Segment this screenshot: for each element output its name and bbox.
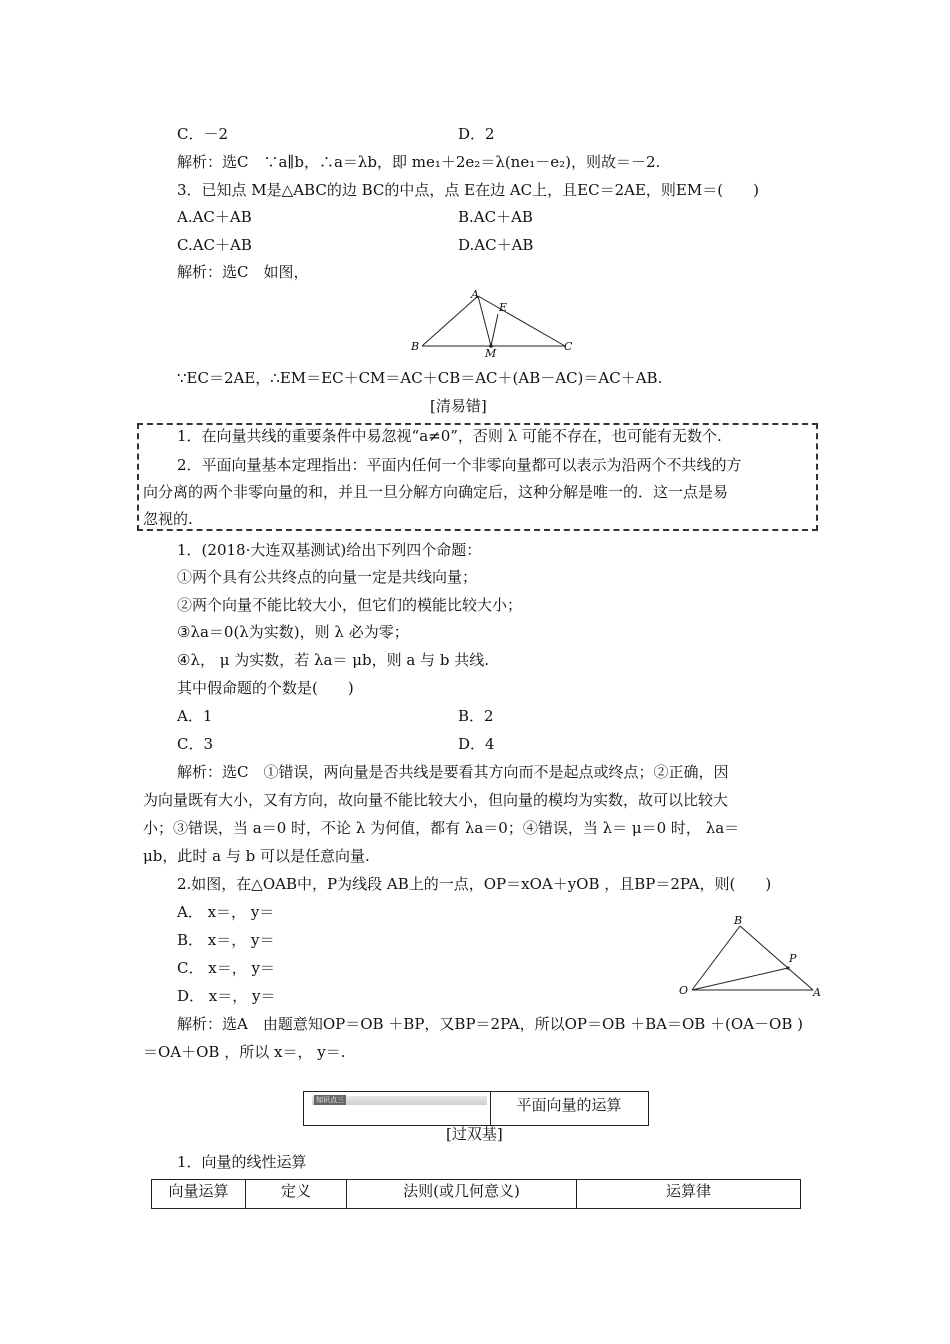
error-section-title: [清易错] — [430, 397, 487, 415]
exercise-1-stem: 1．(2018·大连双基测试)给出下列四个命题： — [177, 541, 482, 559]
header-rule: 法则(或几何意义) — [347, 1180, 577, 1209]
label-a: A — [471, 288, 479, 301]
e2-solution-line2: ＝OA＋OB ，所以 x＝， y＝. — [143, 1043, 346, 1061]
knowledge-point-title: 平面向量的运算 — [516, 1096, 622, 1114]
q3-solution-end: ∵EC＝2AE，∴EM＝EC＋CM＝AC＋CB＝AC＋(AB－AC)＝AC＋AB. — [177, 369, 663, 387]
label-b: B — [411, 340, 420, 353]
exercise-1-question: 其中假命题的个数是( ) — [177, 679, 354, 697]
header-laws: 运算律 — [577, 1180, 801, 1209]
vector-operations-table — [151, 1179, 801, 1209]
e1-solution-line3: 小；③错误，当 a＝0 时，不论 λ 为何值，都有 λa＝0；④错误，当 λ＝ μ＝0 时， λa＝ — [143, 819, 740, 837]
label-p: P — [789, 952, 797, 965]
error-note-1: 1．在向量共线的重要条件中易忽视“a≠0”，否则 λ 可能不存在，也可能有无数个. — [177, 427, 722, 445]
error-note-2-line3: 忽视的. — [143, 510, 193, 528]
knowledge-point-header — [303, 1091, 649, 1126]
question-3-stem: 3．已知点 M是△ABC的边 BC的中点，点 E在边 AC上，且EC＝2AE，则EM＝( ) — [177, 181, 759, 199]
e1-option-d: D．4 — [458, 735, 495, 753]
e2-option-c: C． x＝， y＝ — [177, 959, 275, 977]
q3-option-b: B.AC＋AB — [458, 208, 533, 226]
e1-solution-line1: 解析：选C ①错误，两向量是否共线是要看其方向而不是起点或终点；②正确，因 — [177, 763, 729, 781]
e1-solution-line2: 为向量既有大小，又有方向，故向量不能比较大小，但向量的模均为实数，故可以比较大 — [143, 791, 729, 809]
knowledge-point-tag: 知识点三 — [312, 1096, 487, 1105]
label-b2: B — [734, 914, 743, 927]
q3-option-a: A.AC＋AB — [177, 208, 252, 226]
error-note-2-line1: 2．平面向量基本定理指出：平面内任何一个非零向量都可以表示为沿两个不共线的方 — [177, 456, 742, 474]
e2-solution-line1: 解析：选A 由题意知OP＝OB ＋BP，又BP＝2PA，所以OP＝OB ＋BA＝OB ＋(OA－OB ) — [177, 1015, 803, 1033]
option-c: C．－2 — [177, 125, 229, 143]
q3-option-d: D.AC＋AB — [458, 236, 534, 254]
q3-solution-intro: 解析：选C 如图， — [177, 263, 309, 281]
e1-option-c: C．3 — [177, 735, 214, 753]
triangle-oab-figure — [676, 912, 826, 1000]
proposition-1: ①两个具有公共终点的向量一定是共线向量； — [177, 568, 478, 586]
label-m: M — [485, 347, 497, 358]
label-e: E — [499, 301, 508, 314]
solution-text: 解析：选C ∵a∥b，∴a＝λb，即 me₁＋2e₂＝λ(ne₁－e₂)，则故＝－2. — [177, 153, 661, 171]
e2-option-a: A． x＝， y＝ — [177, 903, 275, 921]
label-c: C — [564, 340, 573, 353]
proposition-2: ②两个向量不能比较大小，但它们的模能比较大小； — [177, 596, 523, 614]
e2-option-b: B． x＝， y＝ — [177, 931, 275, 949]
triangle-abc-figure — [405, 286, 585, 358]
basics-title: [过双基] — [446, 1125, 503, 1143]
linear-ops-heading: 1．向量的线性运算 — [177, 1153, 307, 1171]
header-definition: 定义 — [246, 1180, 347, 1209]
option-d: D．2 — [458, 125, 495, 143]
label-a2: A — [813, 986, 821, 999]
error-note-2-line2: 向分离的两个非零向量的和，并且一旦分解方向确定后，这种分解是唯一的．这一点是易 — [143, 483, 729, 501]
q3-option-c: C.AC＋AB — [177, 236, 252, 254]
label-o: O — [679, 984, 689, 997]
e1-solution-line4: μb，此时 a 与 b 可以是任意向量. — [143, 847, 370, 865]
proposition-3: ③λa＝0(λ为实数)，则 λ 必为零； — [177, 623, 409, 641]
e2-option-d: D． x＝， y＝ — [177, 987, 276, 1005]
exercise-2-stem: 2.如图，在△OAB中，P为线段 AB上的一点，OP＝xOA＋yOB ，且BP＝2PA，则( ) — [177, 875, 772, 893]
proposition-4: ④λ， μ 为实数，若 λa＝ μb，则 a 与 b 共线. — [177, 651, 489, 669]
header-operation: 向量运算 — [152, 1180, 246, 1209]
e1-option-b: B．2 — [458, 707, 494, 725]
e1-option-a: A．1 — [177, 707, 213, 725]
